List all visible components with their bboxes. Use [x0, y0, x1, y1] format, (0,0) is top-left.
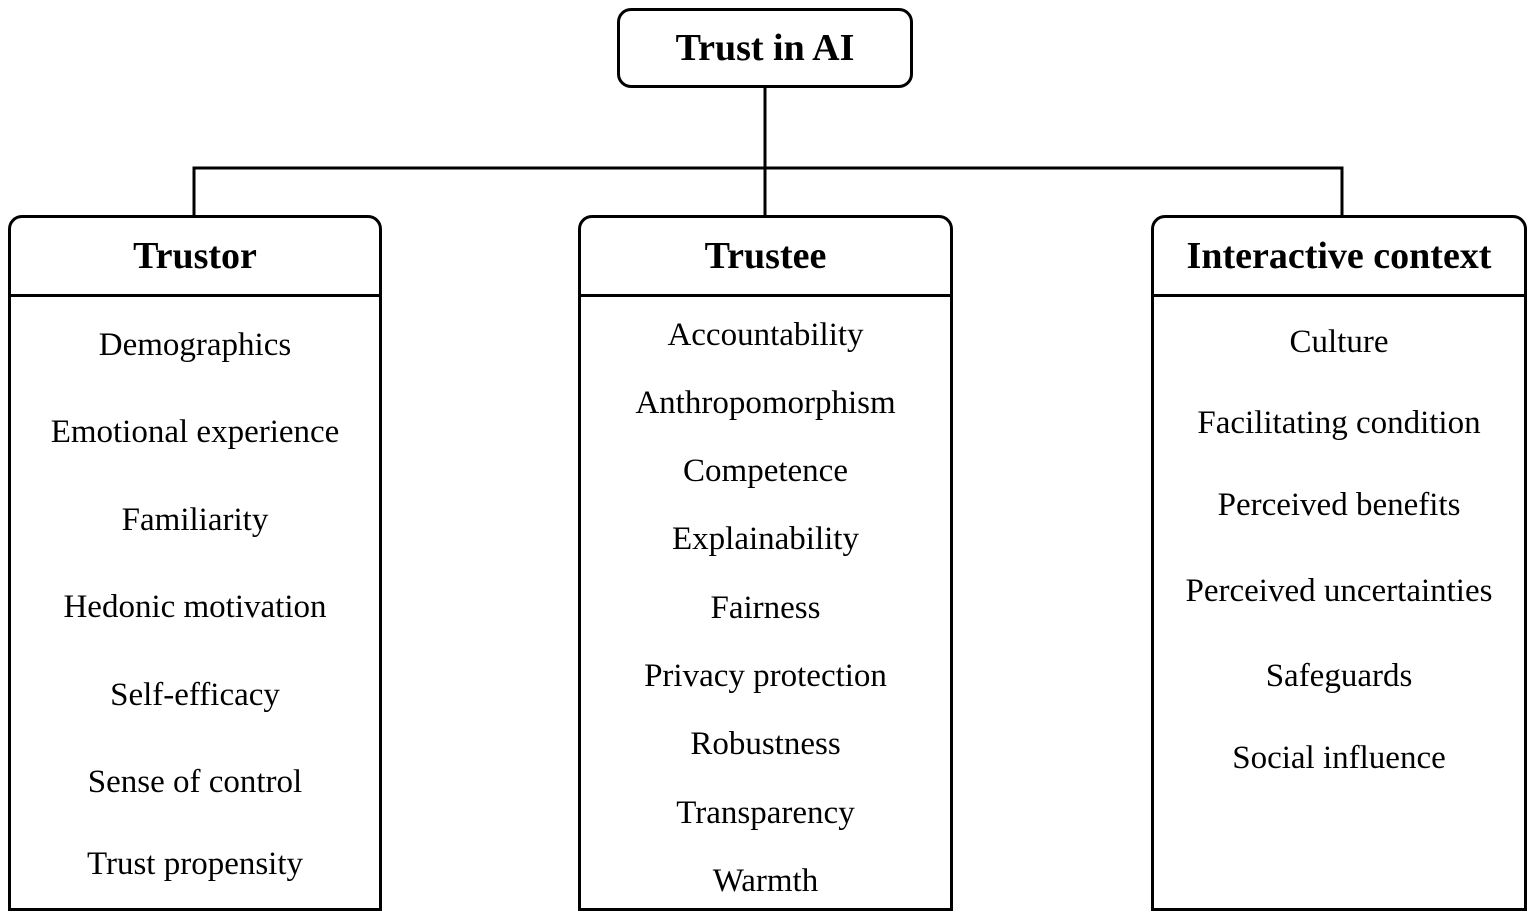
factor-item: Accountability — [667, 317, 864, 353]
factor-item: Social influence — [1232, 740, 1446, 776]
root-node-label: Trust in AI — [675, 27, 855, 69]
branch-interactive-context — [1151, 215, 1527, 911]
factor-item: Perceived uncertainties — [1185, 573, 1493, 609]
factor-item: Fairness — [710, 590, 821, 626]
factor-item: Emotional experience — [50, 414, 340, 450]
factor-item: Warmth — [712, 863, 819, 899]
factor-item: Familiarity — [121, 502, 269, 538]
factor-item: Safeguards — [1265, 658, 1413, 694]
factor-item: Robustness — [690, 726, 841, 762]
branch-header-trustee — [581, 218, 950, 297]
factor-item: Facilitating condition — [1197, 405, 1481, 441]
factor-item: Self-efficacy — [110, 677, 280, 713]
factor-item: Culture — [1289, 324, 1389, 360]
branch-title-trustee: Trustee — [704, 235, 827, 277]
factor-item: Competence — [683, 453, 848, 489]
factor-item: Perceived benefits — [1217, 487, 1461, 523]
branch-trustee — [578, 215, 953, 911]
factor-item: Demographics — [98, 327, 292, 363]
factor-item: Anthropomorphism — [635, 385, 896, 421]
factor-item: Hedonic motivation — [63, 589, 327, 625]
branch-title-interactive-context: Interactive context — [1186, 235, 1492, 277]
factor-item: Trust propensity — [86, 846, 304, 882]
factor-item: Transparency — [676, 795, 855, 831]
branch-header-trustor — [11, 218, 379, 297]
branch-title-trustor: Trustor — [133, 235, 257, 277]
root-node-trust-in-ai — [617, 8, 913, 88]
branch-trustor — [8, 215, 382, 911]
factor-item: Sense of control — [87, 764, 303, 800]
branch-header-interactive-context — [1154, 218, 1524, 297]
factor-item: Privacy protection — [644, 658, 887, 694]
factor-item: Explainability — [672, 521, 859, 557]
